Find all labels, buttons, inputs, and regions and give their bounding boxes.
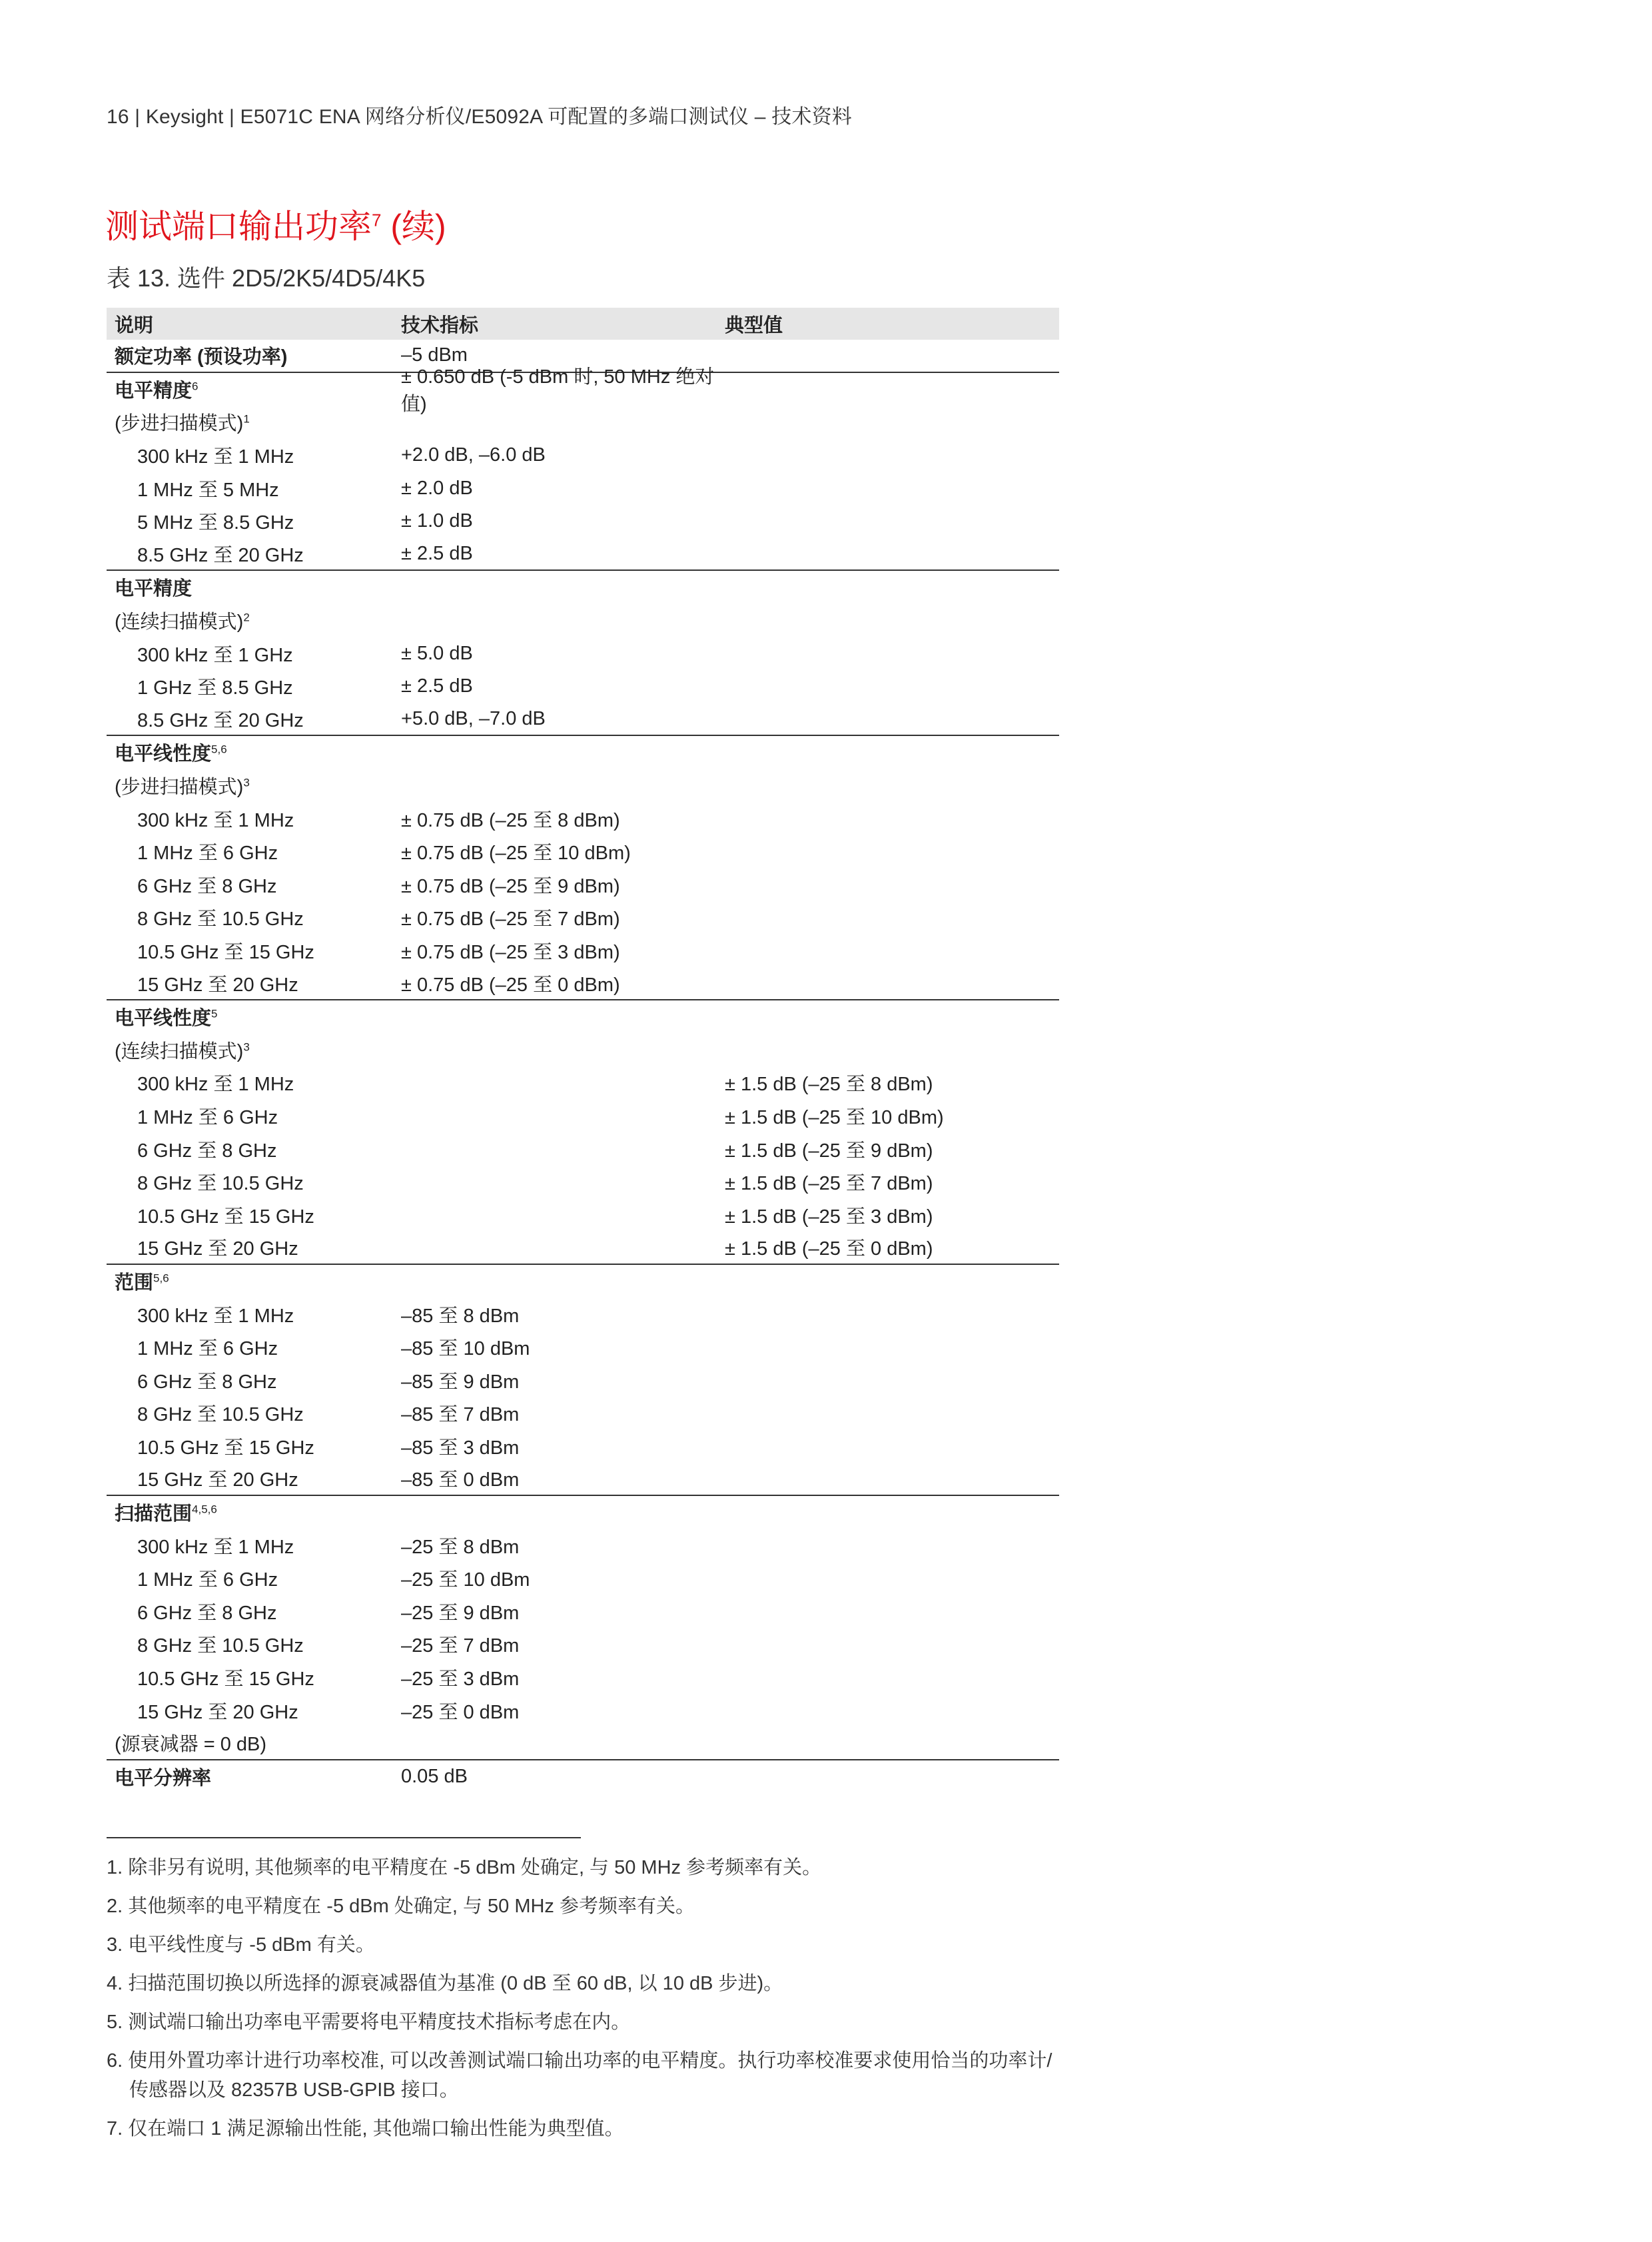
row-spec-cell: ± 0.75 dB (–25 至 9 dBm) bbox=[401, 875, 620, 897]
footnote-item: 5. 测试端口输出功率电平需要将电平精度技术指标考虑在内。 bbox=[107, 2012, 631, 2033]
row-typical-cell: ± 1.5 dB (–25 至 0 dBm) bbox=[725, 1238, 933, 1260]
row-label: 15 GHz 至 20 GHz bbox=[137, 1469, 298, 1491]
row-label: 10.5 GHz 至 15 GHz bbox=[137, 1669, 314, 1690]
table-row bbox=[107, 967, 1059, 1000]
footnote-ref: 5,6 bbox=[211, 743, 227, 756]
table-row bbox=[107, 1265, 1059, 1298]
column-header-typical: 典型值 bbox=[725, 314, 783, 336]
row-label: (连续扫描模式) bbox=[115, 611, 244, 633]
row-spec-cell: ± 2.5 dB bbox=[401, 542, 473, 564]
row-spec-cell: ± 5.0 dB bbox=[401, 642, 473, 664]
row-label-cell bbox=[107, 739, 401, 766]
row-label-cell bbox=[107, 442, 401, 469]
row-spec-cell: ± 0.75 dB (–25 至 7 dBm) bbox=[401, 909, 620, 931]
row-label: (源衰减器 = 0 dB) bbox=[115, 1734, 267, 1756]
table-row bbox=[107, 835, 1059, 869]
row-typical-cell: ± 1.5 dB (–25 至 9 dBm) bbox=[725, 1140, 933, 1162]
table-row bbox=[107, 901, 1059, 934]
table-row bbox=[107, 802, 1059, 835]
table-caption: 表 13. 选件 2D5/2K5/4D5/4K5 bbox=[107, 264, 426, 292]
row-spec-cell: –25 至 10 dBm bbox=[401, 1569, 530, 1591]
table-row bbox=[107, 439, 1059, 472]
footnotes bbox=[107, 1853, 1066, 2153]
table-row bbox=[107, 1595, 1059, 1629]
row-typical-cell: ± 1.5 dB (–25 至 8 dBm) bbox=[725, 1074, 933, 1096]
table-row bbox=[107, 736, 1059, 769]
row-label: 电平线性度 bbox=[115, 743, 212, 765]
row-label-cell bbox=[107, 1268, 401, 1295]
row-spec-cell: –85 至 0 dBm bbox=[401, 1469, 520, 1491]
row-spec-cell: ± 2.5 dB bbox=[401, 675, 473, 697]
row-label-cell bbox=[107, 1136, 401, 1163]
row-label: 8 GHz 至 10.5 GHz bbox=[137, 1173, 304, 1195]
row-label-cell bbox=[107, 1598, 401, 1625]
footnote-item: 7. 仅在端口 1 满足源输出性能, 其他端口输出性能为典型值。 bbox=[107, 2118, 624, 2139]
footnote-ref: 5,6 bbox=[153, 1272, 169, 1285]
footnote-ref: 2 bbox=[243, 611, 250, 624]
column-header-description: 说明 bbox=[115, 314, 154, 336]
footnote-ref: 1 bbox=[243, 412, 250, 426]
footnote-item: 6. 使用外置功率计进行功率校准, 可以改善测试端口输出功率的电平精度。执行功率校准要求使用恰当的功率计/传感器以及 82357B USB-GPIB 接口。 bbox=[107, 2050, 1052, 2101]
row-label: 范围 bbox=[115, 1272, 154, 1294]
row-label: 300 kHz 至 1 MHz bbox=[137, 446, 294, 468]
row-label: 电平线性度 bbox=[115, 1008, 212, 1030]
table-row bbox=[107, 1232, 1059, 1265]
row-label: 电平分辨率 bbox=[115, 1767, 212, 1789]
table-row bbox=[107, 769, 1059, 803]
table-row bbox=[107, 1000, 1059, 1034]
row-label-cell bbox=[107, 1069, 401, 1096]
table-row bbox=[107, 637, 1059, 670]
row-label: 电平精度 bbox=[115, 380, 193, 402]
table-row bbox=[107, 869, 1059, 902]
row-label: 6 GHz 至 8 GHz bbox=[137, 1371, 277, 1393]
row-label: 300 kHz 至 1 MHz bbox=[137, 1305, 294, 1327]
footnote-ref: 6 bbox=[192, 380, 199, 393]
row-label-cell bbox=[107, 1532, 401, 1559]
row-label: 1 MHz 至 6 GHz bbox=[137, 1569, 278, 1591]
row-label-cell bbox=[107, 1003, 401, 1030]
row-label: 1 MHz 至 6 GHz bbox=[137, 1338, 278, 1360]
row-label: 10.5 GHz 至 15 GHz bbox=[137, 941, 314, 963]
row-label: 1 GHz 至 8.5 GHz bbox=[137, 677, 293, 699]
row-typical-cell: ± 1.5 dB (–25 至 3 dBm) bbox=[725, 1206, 933, 1228]
row-typical-cell: ± 1.5 dB (–25 至 10 dBm) bbox=[725, 1106, 944, 1128]
row-label: 1 MHz 至 6 GHz bbox=[137, 1106, 278, 1128]
footnote-item: 3. 电平线性度与 -5 dBm 有关。 bbox=[107, 1934, 375, 1956]
page-header: 16 | Keysight | E5071C ENA 网络分析仪/E5092A 可配置的多端口测试仪 – 技术资料 bbox=[107, 106, 852, 128]
row-label: (步进扫描模式) bbox=[115, 413, 244, 435]
table-row bbox=[107, 1628, 1059, 1661]
footnote-item: 1. 除非另有说明, 其他频率的电平精度在 -5 dBm 处确定, 与 50 MHz 参考频率有关。 bbox=[107, 1857, 822, 1878]
footnote-item: 4. 扫描范围切换以所选择的源衰减器值为基准 (0 dB 至 60 dB, 以 10 dB 步进)。 bbox=[107, 1973, 783, 1994]
row-label-cell bbox=[107, 673, 401, 700]
footnote-item: 2. 其他频率的电平精度在 -5 dBm 处确定, 与 50 MHz 参考频率有关。 bbox=[107, 1896, 695, 1917]
row-label-cell bbox=[107, 1102, 401, 1130]
table-row bbox=[107, 1331, 1059, 1364]
row-label-cell bbox=[107, 1234, 401, 1261]
row-label-cell bbox=[107, 1565, 401, 1592]
row-spec-cell: –25 至 8 dBm bbox=[401, 1536, 520, 1558]
row-label: 10.5 GHz 至 15 GHz bbox=[137, 1206, 314, 1228]
row-spec-cell: –85 至 9 dBm bbox=[401, 1371, 520, 1393]
footnote-ref: 4,5,6 bbox=[192, 1503, 217, 1516]
row-label: 15 GHz 至 20 GHz bbox=[137, 974, 298, 996]
row-label: 1 MHz 至 5 MHz bbox=[137, 479, 279, 501]
row-label: 15 GHz 至 20 GHz bbox=[137, 1701, 298, 1723]
row-label: 扫描范围 bbox=[115, 1503, 193, 1525]
row-label-cell bbox=[107, 475, 401, 502]
row-spec-cell: ± 0.75 dB (–25 至 8 dBm) bbox=[401, 809, 620, 831]
row-spec-cell: ± 1.0 dB bbox=[401, 510, 473, 532]
row-spec-cell: –25 至 3 dBm bbox=[401, 1669, 520, 1690]
row-label: 10.5 GHz 至 15 GHz bbox=[137, 1437, 314, 1459]
row-spec-cell: ± 0.650 dB (-5 dBm 时, 50 MHz 绝对值) bbox=[401, 366, 715, 416]
row-label-cell bbox=[107, 607, 401, 634]
table-row bbox=[107, 1198, 1059, 1232]
row-label-cell bbox=[107, 1499, 401, 1526]
table-row bbox=[107, 1166, 1059, 1199]
row-label: (连续扫描模式) bbox=[115, 1040, 244, 1062]
row-label-cell bbox=[107, 508, 401, 535]
row-label-cell bbox=[107, 1036, 401, 1064]
section-title bbox=[105, 200, 446, 248]
row-spec-cell: –25 至 7 dBm bbox=[401, 1635, 520, 1657]
row-label: 1 MHz 至 6 GHz bbox=[137, 843, 278, 865]
row-label: 8.5 GHz 至 20 GHz bbox=[137, 544, 304, 566]
row-spec-cell: ± 0.75 dB (–25 至 3 dBm) bbox=[401, 941, 620, 963]
row-label-cell bbox=[107, 1333, 401, 1361]
table-header-row bbox=[107, 308, 1059, 340]
table-row bbox=[107, 1033, 1059, 1066]
table-row bbox=[107, 1562, 1059, 1595]
row-spec-cell: –85 至 7 dBm bbox=[401, 1404, 520, 1426]
table-row bbox=[107, 670, 1059, 703]
row-label-cell bbox=[107, 342, 401, 369]
row-spec-cell: 0.05 dB bbox=[401, 1765, 468, 1787]
row-label: 300 kHz 至 1 MHz bbox=[137, 809, 294, 831]
row-spec-cell: –85 至 10 dBm bbox=[401, 1338, 530, 1360]
row-label: 额定功率 (预设功率) bbox=[115, 346, 288, 368]
table-row bbox=[107, 1463, 1059, 1496]
table-row bbox=[107, 1363, 1059, 1397]
table-row bbox=[107, 1661, 1059, 1694]
row-label-cell bbox=[107, 1729, 401, 1756]
row-label: 6 GHz 至 8 GHz bbox=[137, 1602, 277, 1624]
row-label-cell bbox=[107, 1697, 401, 1724]
row-label-cell bbox=[107, 1465, 401, 1492]
row-spec-cell: +5.0 dB, –7.0 dB bbox=[401, 707, 546, 729]
row-label: 8.5 GHz 至 20 GHz bbox=[137, 709, 304, 731]
row-spec-cell: ± 0.75 dB (–25 至 0 dBm) bbox=[401, 974, 620, 996]
row-label-cell bbox=[107, 772, 401, 799]
section-title-footnote-ref: 7 bbox=[372, 210, 382, 230]
table-row bbox=[107, 1298, 1059, 1331]
table-row bbox=[107, 366, 1059, 416]
row-spec-cell: –25 至 9 dBm bbox=[401, 1602, 520, 1624]
row-label-cell bbox=[107, 1433, 401, 1460]
row-spec-cell: –5 dBm bbox=[401, 344, 468, 366]
section-title-text: 测试端口输出功率 bbox=[105, 208, 372, 245]
row-label-cell bbox=[107, 838, 401, 865]
row-label-cell bbox=[107, 705, 401, 733]
table-row bbox=[107, 1727, 1059, 1760]
row-label-cell bbox=[107, 540, 401, 567]
table-row bbox=[107, 1132, 1059, 1166]
row-label: (步进扫描模式) bbox=[115, 777, 244, 799]
row-label-cell bbox=[107, 1664, 401, 1691]
row-spec-cell: –85 至 3 dBm bbox=[401, 1437, 520, 1459]
table-row bbox=[107, 1760, 1059, 1794]
row-label-cell bbox=[107, 871, 401, 899]
row-spec-cell: ± 2.0 dB bbox=[401, 477, 473, 499]
row-label: 8 GHz 至 10.5 GHz bbox=[137, 1635, 304, 1657]
row-spec-cell: ± 0.75 dB (–25 至 10 dBm) bbox=[401, 843, 631, 865]
row-label-cell bbox=[107, 1763, 401, 1790]
table-body bbox=[107, 340, 1059, 1793]
row-label-cell bbox=[107, 376, 401, 403]
row-label: 8 GHz 至 10.5 GHz bbox=[137, 1404, 304, 1426]
spec-table bbox=[107, 308, 1059, 1793]
column-header-specification: 技术指标 bbox=[401, 314, 479, 336]
row-label-cell bbox=[107, 640, 401, 667]
row-label-cell bbox=[107, 1399, 401, 1427]
row-label: 300 kHz 至 1 MHz bbox=[137, 1074, 294, 1096]
footnote-ref: 3 bbox=[243, 1040, 250, 1054]
row-spec-cell: –85 至 8 dBm bbox=[401, 1305, 520, 1327]
table-row bbox=[107, 604, 1059, 637]
table-row bbox=[107, 505, 1059, 538]
row-label: 8 GHz 至 10.5 GHz bbox=[137, 909, 304, 931]
row-label-cell bbox=[107, 970, 401, 997]
row-label-cell bbox=[107, 805, 401, 833]
row-label-cell bbox=[107, 408, 401, 436]
table-row bbox=[107, 1694, 1059, 1727]
row-label: 5 MHz 至 8.5 GHz bbox=[137, 512, 294, 534]
row-label-cell bbox=[107, 1168, 401, 1196]
row-label: 电平精度 bbox=[115, 578, 193, 600]
footnote-ref: 5 bbox=[211, 1007, 218, 1020]
table-row bbox=[107, 934, 1059, 968]
table-row bbox=[107, 1496, 1059, 1529]
table-row bbox=[107, 538, 1059, 571]
table-row bbox=[107, 1100, 1059, 1133]
row-label-cell bbox=[107, 1301, 401, 1328]
table-row bbox=[107, 571, 1059, 604]
row-label: 6 GHz 至 8 GHz bbox=[137, 1140, 277, 1162]
row-label: 300 kHz 至 1 GHz bbox=[137, 644, 293, 666]
section-title-suffix: (续) bbox=[381, 208, 446, 245]
table-row bbox=[107, 1397, 1059, 1430]
footnote-divider bbox=[107, 1837, 581, 1838]
table-row bbox=[107, 1430, 1059, 1463]
table-row bbox=[107, 472, 1059, 505]
row-typical-cell: ± 1.5 dB (–25 至 7 dBm) bbox=[725, 1173, 933, 1195]
row-label: 300 kHz 至 1 MHz bbox=[137, 1536, 294, 1558]
row-label-cell bbox=[107, 1202, 401, 1229]
row-label-cell bbox=[107, 1631, 401, 1658]
footnote-ref: 3 bbox=[243, 776, 250, 789]
table-row bbox=[107, 1066, 1059, 1100]
row-spec-cell: –25 至 0 dBm bbox=[401, 1701, 520, 1723]
row-spec-cell: +2.0 dB, –6.0 dB bbox=[401, 444, 546, 466]
row-label: 15 GHz 至 20 GHz bbox=[137, 1238, 298, 1260]
table-row bbox=[107, 1529, 1059, 1562]
row-label: 6 GHz 至 8 GHz bbox=[137, 875, 277, 897]
table-row bbox=[107, 703, 1059, 737]
row-label-cell bbox=[107, 573, 401, 601]
row-label-cell bbox=[107, 904, 401, 931]
row-label-cell bbox=[107, 1367, 401, 1394]
row-label-cell bbox=[107, 937, 401, 964]
